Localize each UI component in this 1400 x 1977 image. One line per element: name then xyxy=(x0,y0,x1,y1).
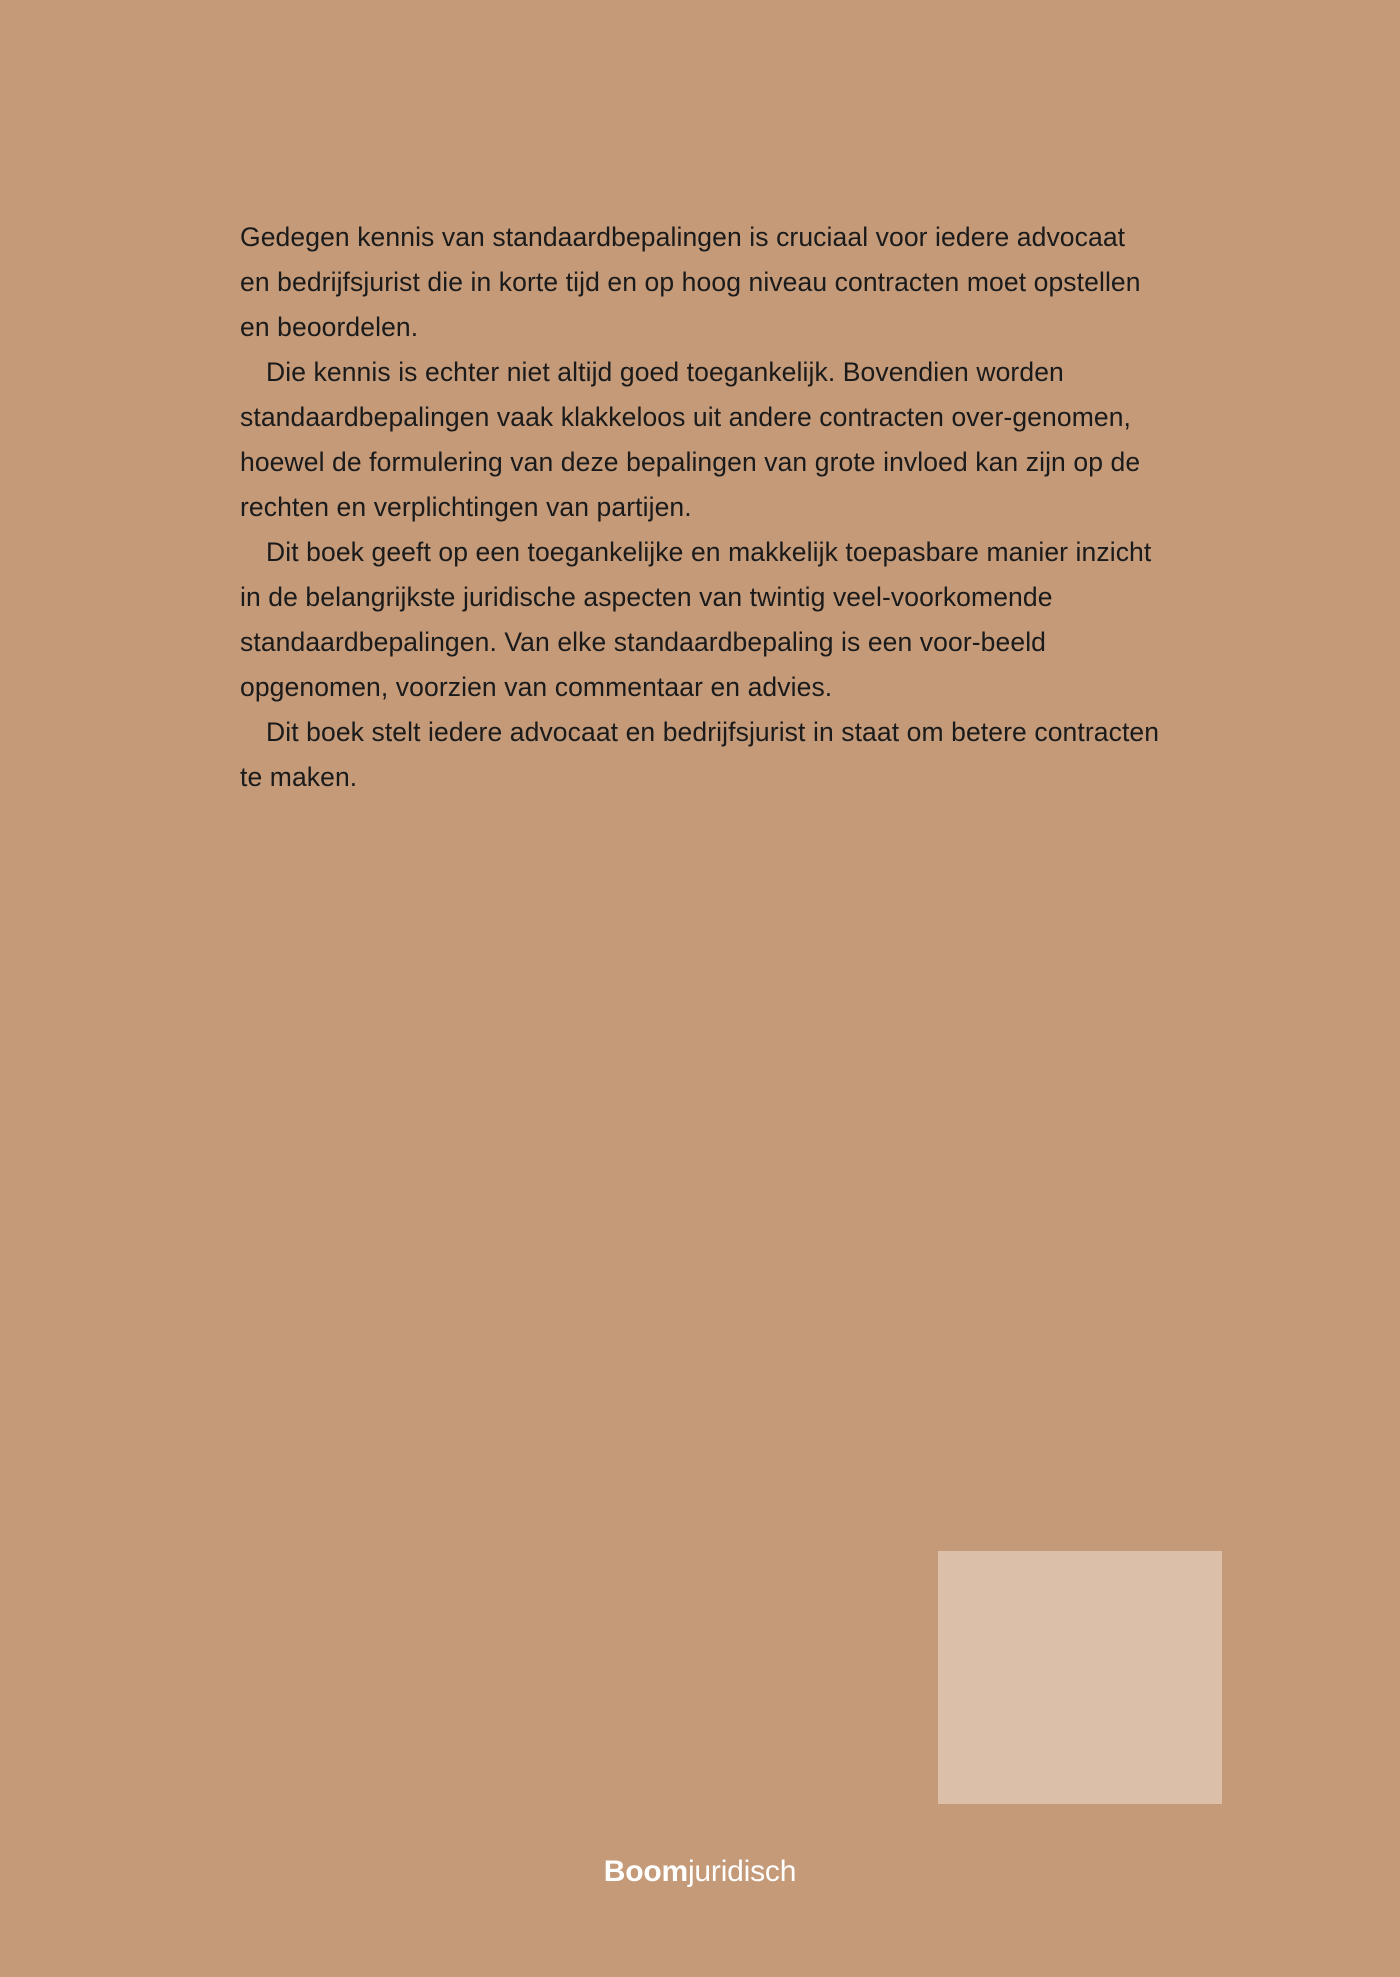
blurb-paragraph-2: Die kennis is echter niet altijd goed toegankelijk. Bovendien worden standaardbepalingen vaak klakkeloos uit andere contracten over-genomen, hoewel de formulering van deze bepalingen van grote invloed kan zijn op de rechten en verplichtingen van partijen. xyxy=(240,357,1141,522)
publisher-name-bold: Boom xyxy=(603,1855,688,1888)
blurb-paragraph-1: Gedegen kennis van standaardbepalingen is cruciaal voor iedere advocaat en bedrijfsjurist die in korte tijd en op hoog niveau contracten moet opstellen en beoordelen. xyxy=(240,222,1141,342)
blurb-text-block xyxy=(240,215,1160,800)
blurb-paragraph-3: Dit boek geeft op een toegankelijke en makkelijk toepasbare manier inzicht in de belangrijkste juridische aspecten van twintig veel-voorkomende standaardbepalingen. Van elke standaardbepaling is een voor-beeld opgenomen, voorzien van commentaar en advies. xyxy=(240,537,1152,702)
blurb-paragraph-4: Dit boek stelt iedere advocaat en bedrijfsjurist in staat om betere contracten te maken. xyxy=(240,717,1160,792)
publisher-name-light: juridisch xyxy=(687,1855,797,1888)
decorative-color-swatch xyxy=(938,1551,1222,1804)
publisher-logo xyxy=(0,1855,1400,1889)
